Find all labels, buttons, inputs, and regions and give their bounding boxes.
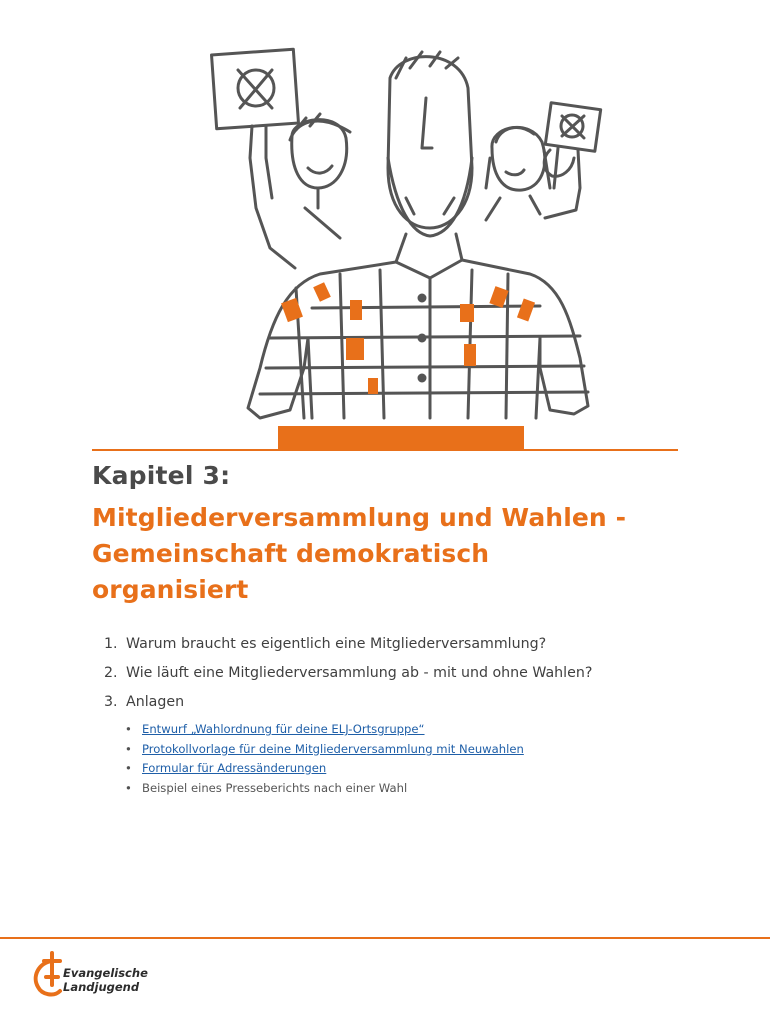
attachment-item (118, 759, 524, 779)
chapter-title-line: organisiert (92, 575, 249, 604)
toc-text: Wie läuft eine Mitgliederversammlung ab - mit und ohne Wahlen? (126, 665, 593, 681)
toc-item (104, 634, 744, 663)
chapter-title (92, 500, 692, 608)
toc-number: 1. (104, 636, 118, 652)
chapter-label: Kapitel 3: (92, 461, 231, 490)
logo-text (63, 966, 148, 994)
attachment-link-wahlordnung[interactable]: Entwurf „Wahlordnung für deine ELJ-Ortsgruppe“ (142, 722, 425, 736)
bullet-icon: • (125, 741, 132, 756)
logo-line: Landjugend (63, 980, 140, 994)
attachment-item (118, 779, 524, 799)
attachment-item (118, 740, 524, 760)
voting-people-illustration (200, 38, 610, 450)
bullet-icon: • (125, 722, 132, 736)
logo-line: Evangelische (63, 966, 148, 980)
attachment-link-adressaenderungen[interactable]: Formular für Adressänderungen (142, 761, 327, 775)
chapter-title-line: Mitgliederversammlung und Wahlen - (92, 503, 627, 532)
bullet-icon: • (125, 780, 132, 795)
toc-item (104, 663, 744, 692)
footer-divider (0, 937, 770, 939)
attachment-text-pressebericht: Beispiel eines Presseberichts nach einer Wahl (142, 780, 408, 795)
attachment-item (118, 720, 524, 740)
bullet-icon: • (125, 761, 132, 775)
toc-number: 2. (104, 665, 118, 681)
toc-item (104, 692, 744, 721)
toc-text: Warum braucht es eigentlich eine Mitgliederversammlung? (126, 636, 547, 652)
top-divider (92, 449, 678, 451)
table-of-contents (104, 634, 744, 721)
attachment-link-protokollvorlage[interactable]: Protokollvorlage für deine Mitgliederversammlung mit Neuwahlen (142, 741, 524, 756)
attachments-list (118, 720, 524, 798)
chapter-title-line: Gemeinschaft demokratisch (92, 539, 490, 568)
toc-number: 3. (104, 694, 118, 710)
toc-text: Anlagen (126, 694, 185, 710)
